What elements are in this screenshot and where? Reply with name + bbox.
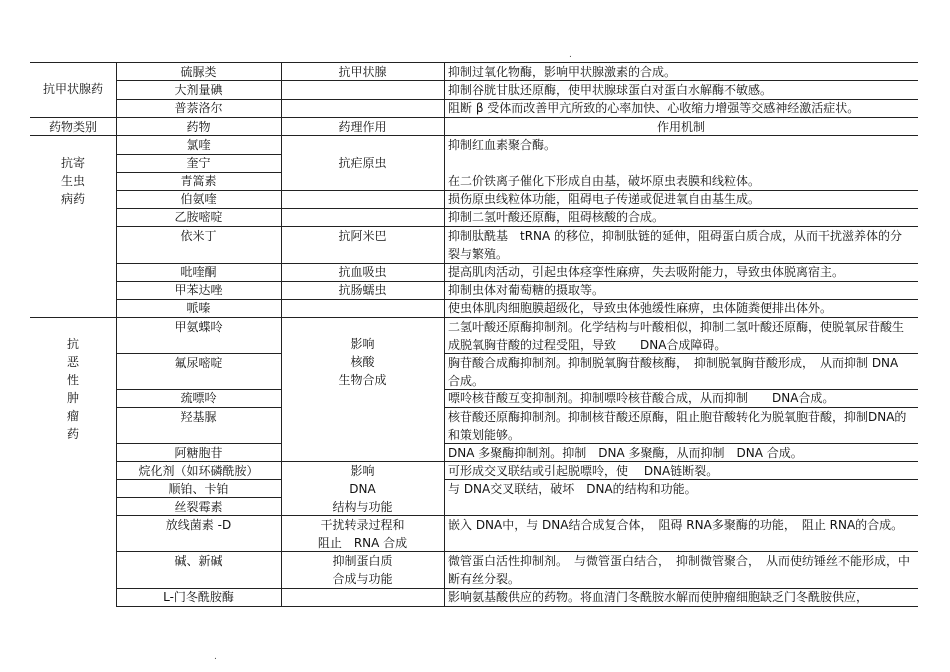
mechanism-text: 抑制二氢叶酸还原酶，阻碍核酸的合成。 — [448, 210, 665, 224]
pharm-dna-line: DNA — [349, 482, 376, 496]
drug-name: 乙胺嘧啶 — [174, 210, 223, 224]
category-tumor-line: 性 — [66, 373, 79, 387]
drug-name: 放线菌素 -D — [165, 518, 232, 532]
drug-name: 烷化剂（如环磷酰胺） — [138, 464, 259, 478]
mechanism-text: 嵌入 DNA中，与 DNA结合成复合体， 阻碍 RNA多聚酶的功能， 阻止 RNA的合成。 — [448, 518, 904, 532]
category-parasite-line: 抗寄 — [60, 156, 85, 170]
header-category: 药物类别 — [48, 120, 97, 134]
category-tumor-line: 瘤 — [66, 409, 79, 423]
category-parasite-line: 病药 — [60, 192, 85, 206]
pharm-dna-line: 结构与功能 — [332, 500, 393, 514]
drug-name: 氟尿嘧啶 — [174, 356, 223, 370]
category-tumor-line: 恶 — [66, 355, 79, 369]
mechanism-text: 提高肌肉活动，引起虫体痉挛性麻痹，失去吸附能力，导致虫体脱离宿主。 — [448, 265, 845, 279]
drug-name: 羟基脲 — [180, 410, 217, 424]
category-parasite-line: 生虫 — [60, 174, 85, 188]
drug-name: 依米丁 — [180, 229, 217, 243]
pharm-malaria: 抗疟原虫 — [338, 156, 387, 170]
mechanism-text: 胸苷酸合成酶抑制剂。抑制脱氧胸苷酸核酶， 抑制脱氧胸苷酸形成， 从而抑制 DNA合成。 — [448, 356, 899, 388]
category-tumor-line: 肿 — [66, 391, 79, 405]
header-drug: 药物 — [186, 120, 211, 134]
mechanism-text: 核苷酸还原酶抑制剂。抑制核苷酸还原酶，阻止胞苷酸转化为脱氧胞苷酸，抑制DNA的和策划能够。 — [448, 410, 907, 442]
drug-name: 青篙素 — [180, 174, 217, 188]
drug-name: 巯嘌呤 — [180, 391, 217, 405]
mechanism-text: 使虫体肌肉细胞膜超级化，导致虫体弛缓性麻痹，虫体随粪便排出体外。 — [448, 301, 833, 315]
drug-name: 大剂量碘 — [174, 83, 223, 97]
drug-name: 碱、新碱 — [174, 554, 223, 568]
pharm-rna-line: 阻止 RNA 合成 — [317, 536, 408, 550]
mechanism-text: 微管蛋白活性抑制剂。 与微管蛋白结合， 抑制微管聚合， 从而使纺锤丝不能形成，中断有丝分裂。 — [448, 554, 911, 586]
pharm-nucleic-line: 核酸 — [350, 355, 375, 369]
header-mechanism: 作用机制 — [656, 120, 705, 134]
drug-name: 甲氨蝶呤 — [174, 320, 223, 334]
pharm-dna-line: 影响 — [350, 464, 375, 478]
bottom-dot-mark: . — [214, 652, 217, 662]
top-dot-mark: . — [569, 50, 572, 60]
drug-name: 伯氨喹 — [180, 192, 217, 206]
mechanism-text: 影响氨基酸供应的药物。将血清门冬酰胺水解而使肿瘤细胞缺乏门冬酰胺供应， — [448, 590, 869, 604]
drug-name: 硫脲类 — [180, 65, 217, 79]
pharm-fluke: 抗血吸虫 — [338, 265, 387, 279]
mechanism-text: 可形成交叉联结或引起脱嘌呤，使 DNA链断裂。 — [448, 464, 719, 478]
drug-name: 哌嗪 — [186, 301, 211, 315]
drug-name: 丝裂霉素 — [174, 500, 223, 514]
mechanism-text: 二氢叶酸还原酶抑制剂。化学结构与叶酸相似，抑制二氢叶酸还原酶，使脱氧尿苷酸生成脱氧胸苷酸的过程受阻，导致 DNA合成障碍。 — [448, 320, 905, 352]
drug-name: 阿糖胞苷 — [174, 446, 223, 460]
category-tumor-line: 抗 — [66, 337, 79, 351]
column-line — [444, 62, 445, 606]
pharm-thyroid: 抗甲状腺 — [338, 65, 387, 79]
pharm-rna-line: 干扰转录过程和 — [320, 518, 405, 532]
category-thyroid: 抗甲状腺药 — [42, 82, 103, 96]
pharm-protein-line: 抑制蛋白质 — [332, 554, 393, 568]
drug-name: 普萘洛尔 — [174, 101, 223, 115]
drug-name: 奎宁 — [186, 156, 211, 170]
pharm-nucleic-line: 影响 — [350, 337, 375, 351]
mechanism-text: 抑制过氧化物酶，影响甲状腺激素的合成。 — [448, 65, 677, 79]
drug-name: 吡喹酮 — [180, 265, 217, 279]
mechanism-text: 损伤原虫线粒体功能，阻碍电子传递或促进氧自由基生成。 — [448, 192, 761, 206]
mechanism-text: 嘌呤核苷酸互变抑制剂。抑制嘌呤核苷酸合成，从而抑制 DNA合成。 — [448, 391, 835, 405]
mechanism-text: 在二价铁离子催化下形成自由基，破坏原虫表膜和线粒体。 — [448, 174, 761, 188]
drug-name: L-门冬酰胺酶 — [163, 590, 234, 604]
pharm-worm: 抗肠蠕虫 — [338, 283, 387, 297]
drug-name: 甲苯达唑 — [174, 283, 223, 297]
mechanism-text: 抑制红血素聚合酶。 — [448, 138, 557, 152]
mechanism-text: 阻断 β 受体而改善甲亢所致的心率加快、心收缩力增强等交感神经激活症状。 — [448, 101, 860, 115]
mechanism-text: 抑制谷胱甘肽还原酶，使甲状腺球蛋白对蛋白水解酶不敏感。 — [448, 83, 773, 97]
category-tumor-line: 药 — [66, 427, 79, 441]
row-line — [116, 606, 918, 607]
mechanism-text: DNA 多聚酶抑制剂。抑制 DNA 多聚酶，从而抑制 DNA 合成。 — [448, 446, 803, 460]
mechanism-text: 抑制虫体对葡萄糖的摄取等。 — [448, 283, 605, 297]
pharm-nucleic-line: 生物合成 — [338, 373, 387, 387]
pharm-amoeba: 抗阿米巴 — [338, 229, 387, 243]
header-pharm: 药理作用 — [338, 120, 387, 134]
pharm-protein-line: 合成与功能 — [332, 572, 393, 586]
mechanism-text: 与 DNA交叉联结，破坏 DNA的结构和功能。 — [448, 482, 697, 496]
mechanism-text: 抑制肽酰基 tRNA 的移位，抑制肽链的延伸，阻碍蛋白质合成，从而干扰滋养体的分裂与繁殖。 — [448, 229, 903, 261]
drug-name: 氯喹 — [186, 138, 211, 152]
drug-name: 顺铂、卡铂 — [168, 482, 229, 496]
